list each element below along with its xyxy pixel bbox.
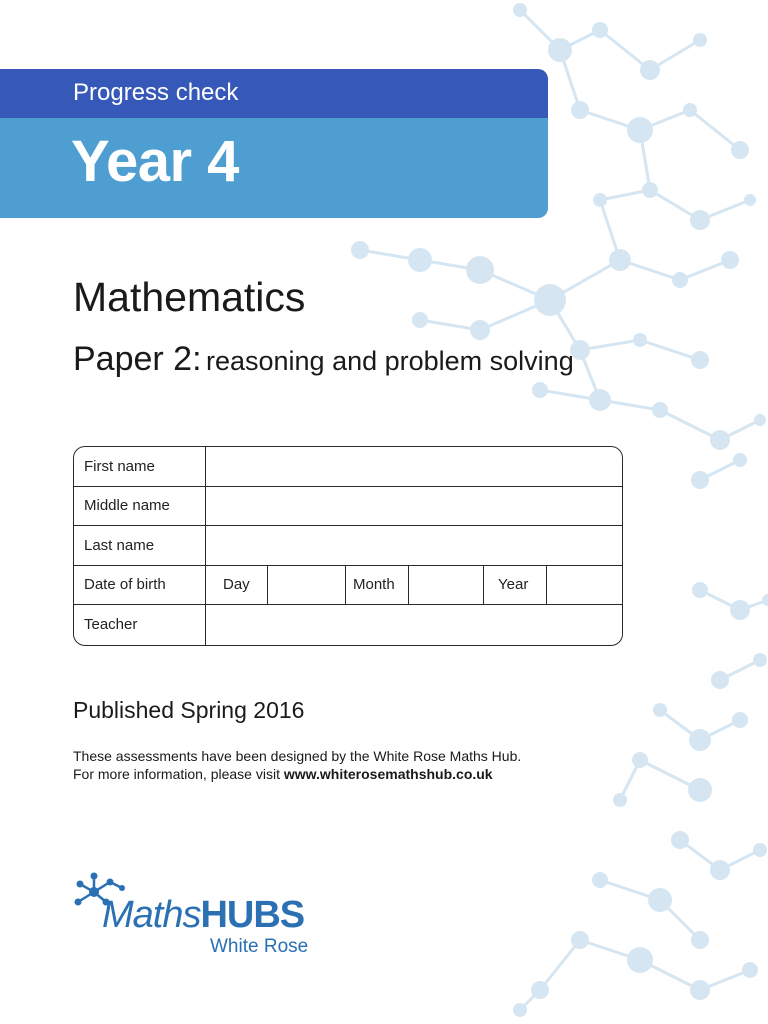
form-row-date-of-birth — [74, 566, 622, 606]
pupil-details-form — [73, 446, 623, 646]
logo-word-hubs: HUBS — [200, 894, 305, 936]
dob-month-label: Month — [346, 566, 409, 605]
info-line-1: These assessments have been designed by the White Rose Maths Hub. — [73, 748, 522, 764]
info-line-2 — [73, 765, 521, 783]
teacher-field[interactable] — [206, 605, 622, 645]
form-row-middle-name — [74, 487, 622, 527]
form-label: Teacher — [74, 605, 206, 645]
last-name-field[interactable] — [206, 526, 622, 565]
dob-day-field[interactable] — [268, 566, 346, 605]
subject-heading: Mathematics — [73, 274, 306, 320]
website-link[interactable]: www.whiterosemathshub.co.uk — [283, 766, 493, 782]
paper-number: Paper 2: — [73, 340, 202, 378]
info-text — [73, 747, 521, 783]
form-row-first-name — [74, 447, 622, 487]
logo-word-maths: Maths — [102, 894, 201, 936]
logo-wordmark — [102, 894, 304, 937]
dob-year-label: Year — [484, 566, 547, 605]
dob-month-field[interactable] — [409, 566, 484, 605]
form-label: First name — [74, 447, 206, 486]
form-label: Middle name — [74, 487, 206, 526]
banner-subtitle: Progress check — [73, 79, 239, 106]
form-row-last-name — [74, 526, 622, 566]
paper-description: reasoning and problem solving — [205, 346, 574, 376]
maths-hubs-logo — [72, 870, 332, 960]
dob-year-field[interactable] — [547, 566, 622, 605]
published-date: Published Spring 2016 — [73, 697, 305, 723]
paper-heading — [73, 340, 574, 379]
middle-name-field[interactable] — [206, 487, 622, 526]
first-name-field[interactable] — [206, 447, 622, 486]
banner-title: Year 4 — [71, 129, 239, 194]
form-label: Date of birth — [74, 566, 206, 605]
form-row-teacher — [74, 605, 622, 645]
logo-subtitle: White Rose — [210, 936, 309, 957]
dob-day-label: Day — [206, 566, 268, 605]
info-line-2-prefix: For more information, please visit — [73, 766, 284, 782]
form-label: Last name — [74, 526, 206, 565]
